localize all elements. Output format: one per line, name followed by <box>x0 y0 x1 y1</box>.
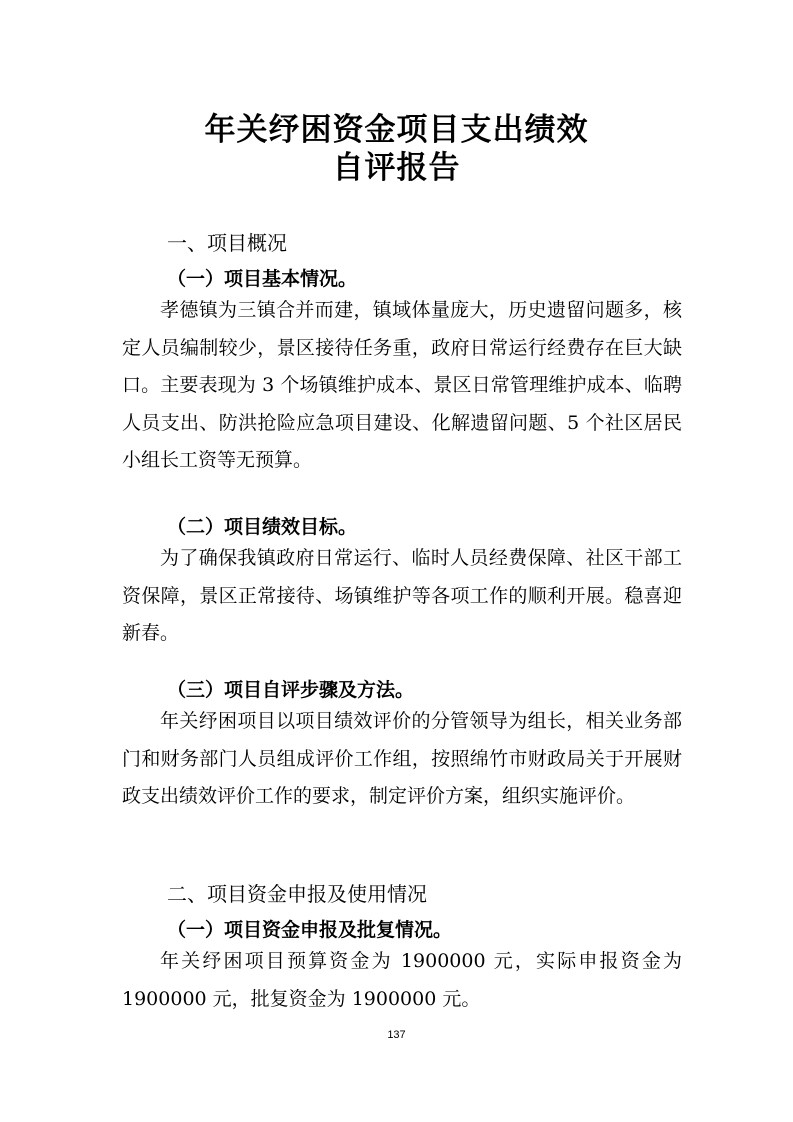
report-title-line-2: 自评报告 <box>332 150 461 186</box>
section-1-2-heading: （二）项目绩效目标。 <box>167 516 358 538</box>
section-2-heading: 二、项目资金申报及使用情况 <box>167 882 427 906</box>
section-2-1-heading: （一）项目资金申报及批复情况。 <box>167 919 453 941</box>
report-title-line-1: 年关纾困资金项目支出绩效 <box>204 112 589 148</box>
section-1-3-heading: （三）项目自评步骤及方法。 <box>167 679 415 701</box>
page-number: 137 <box>387 1029 406 1041</box>
section-1-1-heading: （一）项目基本情况。 <box>167 268 358 290</box>
section-1-3-paragraph: 年关纾困项目以项目绩效评价的分管领导为组长，相关业务部门和财务部门人员组成评价工作组，按照绵竹市财政局关于开展财政支出绩效评价工作的要求，制定评价方案，组织实施评价。 <box>122 710 682 807</box>
section-1-1-paragraph: 孝德镇为三镇合并而建，镇域体量庞大，历史遗留问题多，核定人员编制较少，景区接待任务重，政府日常运行经费存在巨大缺口。主要表现为 3 个场镇维护成本、景区日常管理维护成本、临聘人员支出、防洪抢险应急项目建设、化解遗留问题、5 个社区居民小组长工资等无预算。 <box>122 299 682 471</box>
section-2-1-paragraph: 年关纾困项目预算资金为 1900000 元，实际申报资金为 1900000 元，批复资金为 1900000 元。 <box>122 950 682 1010</box>
section-1-heading: 一、项目概况 <box>167 231 287 255</box>
section-1-2-paragraph: 为了确保我镇政府日常运行、临时人员经费保障、社区干部工资保障，景区正常接待、场镇维护等各项工作的顺利开展。稳喜迎新春。 <box>122 547 682 644</box>
